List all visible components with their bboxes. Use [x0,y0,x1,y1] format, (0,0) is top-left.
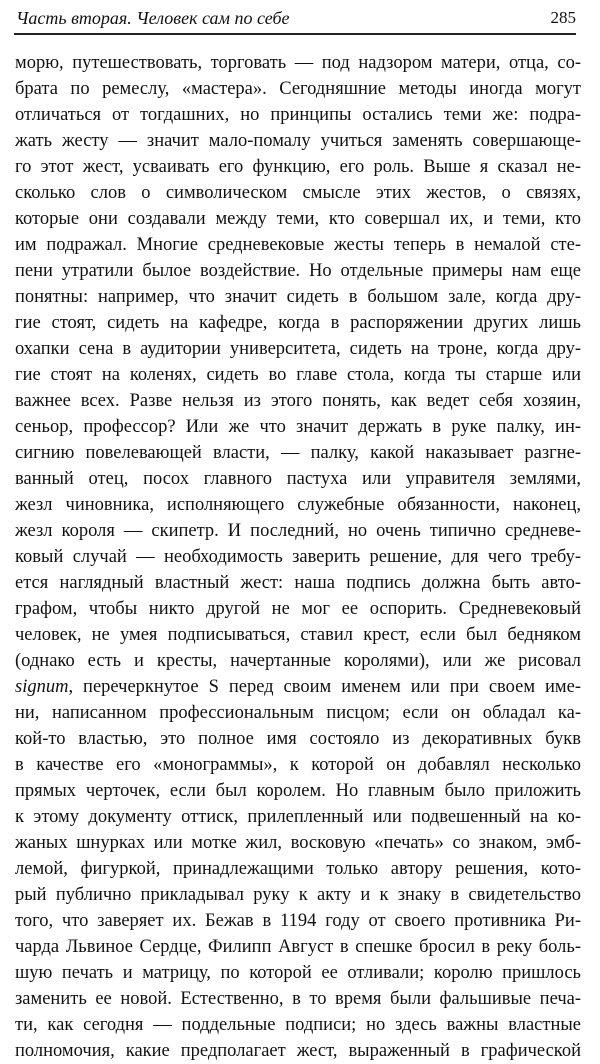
text-line: шую печать и матрицу, по которой ее отливали; королю пришлось [15,963,581,983]
text-line: лемой, фигуркой, принадлежащими только автору решения, кото- [15,859,581,879]
text-line: ни, написанном профессиональным писцом; если он обладал ка- [15,703,581,723]
text-line: пени утратили былое воздействие. Но отдельные примеры нам еще [15,261,581,281]
page-number: 285 [550,8,576,27]
page-header [16,6,576,30]
running-title: Часть вторая. Человек сам по себе [16,8,290,28]
text-line: жать жесту — значит мало-помалу учиться заменять совершающе- [15,131,581,151]
text-line: которые они создавали между теми, кто совершал их, и теми, кто [15,209,581,229]
text-line: сколько слов о символическом смысле этих жестов, о связях, [15,183,581,203]
text-line: заменить ее новой. Естественно, в то время были фальшивые печа- [15,989,581,1009]
text-line: брата по ремеслу, «мастера». Сегодняшние методы иногда могут [15,79,581,99]
text-line: жаных шнурках или мотке жил, восковую «печать» со знаком, эмб- [15,833,581,853]
text-line: охапки сена в аудитории университета, сидеть на троне, когда дру- [15,339,581,359]
text-line: чарда Львиное Сердце, Филипп Август в спешке бросил в реку боль- [15,937,581,957]
text-line: полномочия, какие предполагает жест, выраженный в графической [15,1041,581,1061]
text-line: (однако есть и кресты, начертанные королями), или же рисовал [15,651,581,671]
text-line: сеньор, профессор? Или же что значит держать в руке палку, ин- [15,417,581,437]
text-line: к этому документу оттиск, прилепленный или подвешенный на ко- [15,807,581,827]
header-rule [14,33,576,35]
text-line: ется наглядный властный жест: наша подпись должна быть авто- [15,573,581,593]
text-line: в качестве его «монограммы», к которой он добавлял несколько [15,755,581,775]
text-line: кой-то властью, это полное имя состояло из декоративных букв [15,729,581,749]
text-line: понятны: например, что значит сидеть в большом зале, когда дру- [15,287,581,307]
text-line: того, что заверяет их. Бежав в 1194 году от своего противника Ри- [15,911,581,931]
text-line: ванный отец, посох главного пастуха или управителя землями, [15,469,581,489]
text-line: морю, путешествовать, торговать — под надзором матери, отца, со- [15,53,581,73]
text-line: человек, не умея подписываться, ставил крест, если был бедняком [15,625,581,645]
text-line: го этот жест, усваивать его функцию, его роль. Выше я сказал не- [15,157,581,177]
text-line: графом, чтобы никто другой не мог ее оспорить. Средневековый [15,599,581,619]
text-line: гие стоят, сидеть на кафедре, когда в распоряжении других лишь [15,313,581,333]
text-line: им подражал. Многие средневековые жесты теперь в немалой сте- [15,235,581,255]
signum-word: signum [15,677,69,697]
text-line: прямых черточек, если был королем. Но главным было приложить [15,781,581,801]
text-line: жезл короля — скипетр. И последний, но очень типично средневе- [15,521,581,541]
text-line: гие стоят на коленях, сидеть во главе стола, когда ты старше или [15,365,581,385]
text-line: ти, как сегодня — поддельные подписи; но здесь важны властные [15,1015,581,1035]
text-line: отличаться от тогдашних, но принципы остались теми же: подра- [15,105,581,125]
text-line: ковый случай — необходимость заверить решение, для чего требу- [15,547,581,567]
text-line: жезл чиновника, исполняющего служебные обязанности, наконец, [15,495,581,515]
body-text [15,50,581,1061]
signum-line-rest: , перечеркнутое S перед своим именем или при своем име- [68,677,581,697]
text-line: важнее всех. Разве нельзя из этого понять, как ведет себя хозяин, [15,391,581,411]
text-line: рый публично прикладывал руку к акту и к знаку в свидетельство [15,885,581,905]
text-line [15,674,581,700]
text-line: сигнию повелевающей власти, — палку, какой наказывает разгне- [15,443,581,463]
